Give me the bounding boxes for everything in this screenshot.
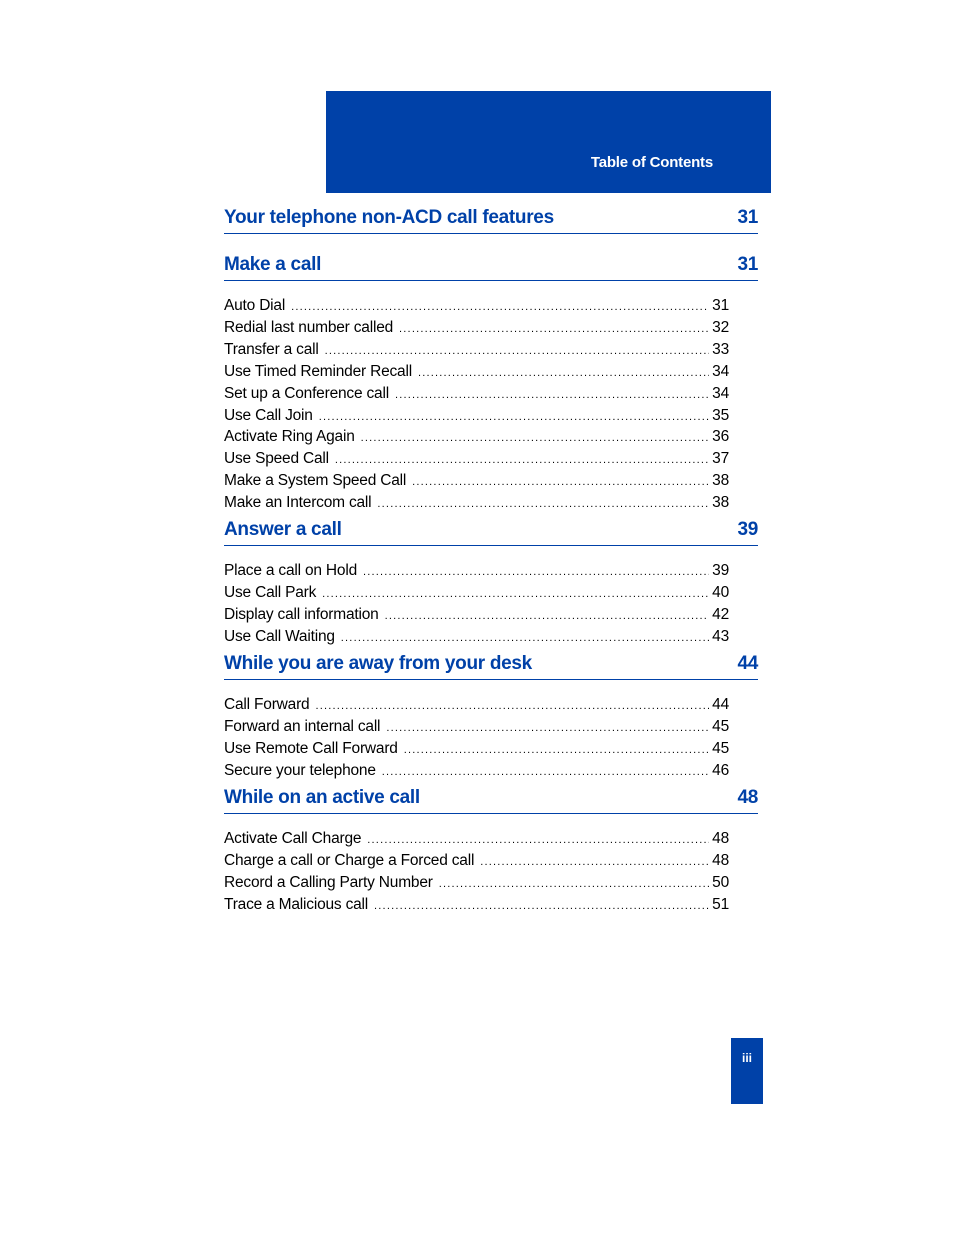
toc-entry[interactable]	[224, 560, 729, 582]
entry-title: Trace a Malicious call	[224, 896, 369, 913]
entry-title: Display call information	[224, 606, 379, 623]
section-title: Answer a call	[224, 519, 342, 540]
toc-entry[interactable]	[224, 850, 729, 872]
toc-entry[interactable]	[224, 872, 729, 894]
entry-title: Make a System Speed Call	[224, 472, 407, 489]
dot-leader	[377, 493, 709, 515]
toc-entry[interactable]	[224, 317, 729, 339]
entry-page: 40	[712, 584, 729, 601]
section-title: Make a call	[224, 254, 322, 275]
entry-page: 45	[712, 718, 729, 735]
dot-leader	[418, 362, 709, 384]
entry-title: Use Call Waiting	[224, 628, 335, 645]
dot-leader	[291, 296, 709, 318]
entry-title: Activate Call Charge	[224, 830, 362, 847]
entry-title: Record a Calling Party Number	[224, 874, 433, 891]
section-page: 31	[737, 254, 758, 275]
toc-entry[interactable]	[224, 361, 729, 383]
dot-leader	[315, 695, 709, 717]
dot-leader	[341, 627, 709, 649]
entry-page: 46	[712, 762, 729, 779]
entry-page: 35	[712, 407, 729, 424]
entry-page: 36	[712, 428, 729, 445]
toc-entry[interactable]	[224, 339, 729, 361]
entry-page: 42	[712, 606, 729, 623]
section-heading[interactable]	[224, 207, 758, 234]
page-number: iii	[741, 1051, 752, 1065]
entry-title: Use Timed Reminder Recall	[224, 363, 412, 380]
dot-leader	[363, 561, 709, 583]
entry-page: 43	[712, 628, 729, 645]
entry-page: 34	[712, 385, 729, 402]
toc-entry[interactable]	[224, 448, 729, 470]
toc-entry[interactable]	[224, 626, 729, 648]
entry-title: Use Remote Call Forward	[224, 740, 398, 757]
entry-page: 38	[712, 494, 729, 511]
entry-page: 34	[712, 363, 729, 380]
dot-leader	[439, 873, 709, 895]
dot-leader	[335, 449, 709, 471]
header-title: Table of Contents	[590, 154, 713, 171]
entry-page: 31	[712, 297, 729, 314]
entry-title: Use Call Park	[224, 584, 317, 601]
entry-title: Auto Dial	[224, 297, 286, 314]
toc-entry[interactable]	[224, 694, 729, 716]
entry-page: 50	[712, 874, 729, 891]
dot-leader	[399, 318, 709, 340]
section-title: While on an active call	[224, 787, 420, 808]
dot-leader	[319, 406, 709, 428]
toc-entry[interactable]	[224, 405, 729, 427]
entry-page: 48	[712, 852, 729, 869]
toc-entry[interactable]	[224, 738, 729, 760]
toc-entry[interactable]	[224, 470, 729, 492]
toc-entry[interactable]	[224, 828, 729, 850]
entry-title: Call Forward	[224, 696, 310, 713]
section-heading[interactable]	[224, 254, 758, 281]
entry-title: Redial last number called	[224, 319, 394, 336]
section-title: Your telephone non-ACD call features	[224, 207, 554, 228]
entry-title: Make an Intercom call	[224, 494, 372, 511]
toc-entry[interactable]	[224, 582, 729, 604]
dot-leader	[374, 895, 709, 917]
section-page: 44	[737, 653, 758, 674]
section-page: 39	[737, 519, 758, 540]
dot-leader	[385, 605, 710, 627]
dot-leader	[386, 717, 709, 739]
dot-leader	[395, 384, 709, 406]
entry-page: 32	[712, 319, 729, 336]
toc-entry[interactable]	[224, 295, 729, 317]
entry-title: Set up a Conference call	[224, 385, 389, 402]
toc-entry[interactable]	[224, 426, 729, 448]
toc-entry[interactable]	[224, 604, 729, 626]
toc-entry[interactable]	[224, 760, 729, 782]
dot-leader	[325, 340, 710, 362]
toc-entry[interactable]	[224, 894, 729, 916]
entry-title: Charge a call or Charge a Forced call	[224, 852, 475, 869]
entry-page: 51	[712, 896, 729, 913]
dot-leader	[322, 583, 709, 605]
entry-title: Transfer a call	[224, 341, 319, 358]
section-page: 48	[737, 787, 758, 808]
entry-title: Place a call on Hold	[224, 562, 357, 579]
toc-entry[interactable]	[224, 383, 729, 405]
dot-leader	[404, 739, 709, 761]
toc-entry[interactable]	[224, 492, 729, 514]
entry-page: 33	[712, 341, 729, 358]
entry-page: 44	[712, 696, 729, 713]
section-page: 31	[737, 207, 758, 228]
dot-leader	[412, 471, 709, 493]
page-number-tab	[731, 1038, 763, 1104]
entry-page: 45	[712, 740, 729, 757]
dot-leader	[361, 427, 710, 449]
dot-leader	[367, 829, 709, 851]
entry-title: Use Call Join	[224, 407, 313, 424]
entry-title: Activate Ring Again	[224, 428, 355, 445]
entry-page: 39	[712, 562, 729, 579]
entry-page: 37	[712, 450, 729, 467]
entry-title: Use Speed Call	[224, 450, 329, 467]
entry-page: 38	[712, 472, 729, 489]
entry-page: 48	[712, 830, 729, 847]
section-heading[interactable]	[224, 519, 758, 546]
section-heading[interactable]	[224, 787, 758, 814]
toc-entry[interactable]	[224, 716, 729, 738]
dot-leader	[480, 851, 709, 873]
dot-leader	[382, 761, 709, 783]
entry-title: Secure your telephone	[224, 762, 376, 779]
header-band	[326, 91, 771, 193]
section-heading[interactable]	[224, 653, 758, 680]
section-title: While you are away from your desk	[224, 653, 532, 674]
entry-title: Forward an internal call	[224, 718, 381, 735]
